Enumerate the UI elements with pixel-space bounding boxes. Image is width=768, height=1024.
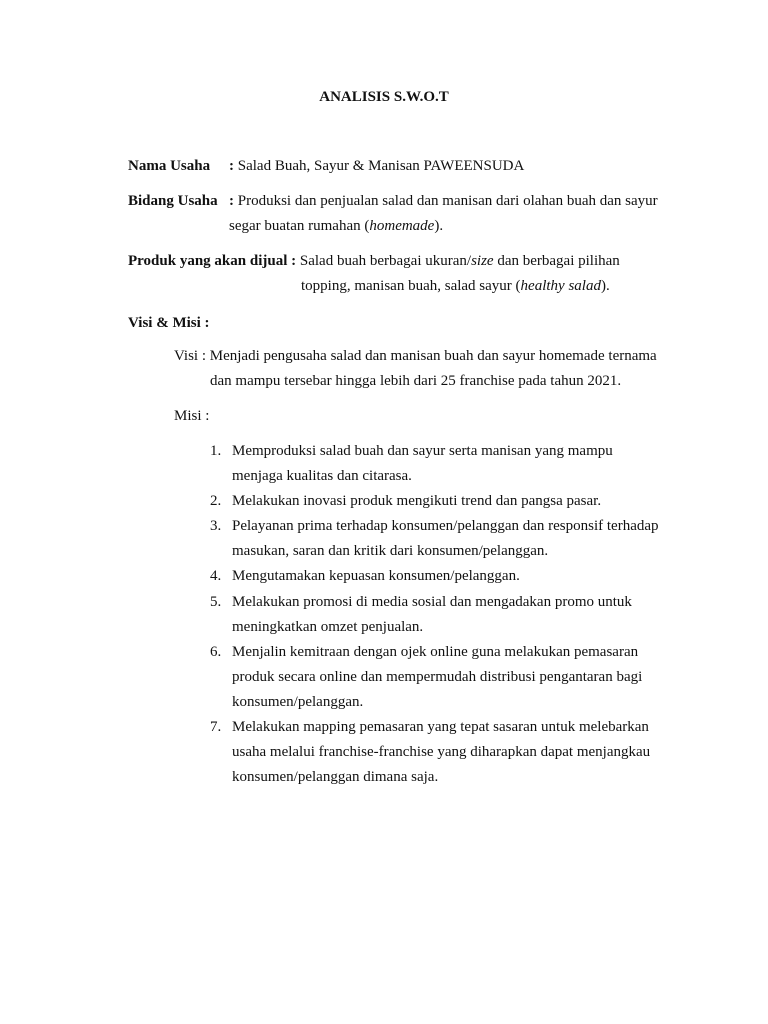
visi-line1: Visi : Menjadi pengusaha salad dan manisan buah dan sayur homemade ternama [174,348,657,364]
visi-line2: dan mampu tersebar hingga lebih dari 25 franchise pada tahun 2021. [210,373,622,389]
misi-item-6: 6. Menjalin kemitraan dengan ojek online guna melakukan pemasaran [210,644,639,660]
bidang-usaha-line1: : Produksi dan penjualan salad dan manisan dari olahan buah dan sayur [229,193,658,209]
misi-item-7: 7. Melakukan mapping pemasaran yang tepat sasaran untuk melebarkan [210,719,649,735]
document-title: ANALISIS S.W.O.T [319,89,449,105]
produk-label: Produk yang akan dijual : [128,253,297,269]
nama-usaha-value: Salad Buah, Sayur & Manisan PAWEENSUDA [237,158,525,174]
misi-item-4: 4. Mengutamakan kepuasan konsumen/pelanggan. [210,568,520,584]
misi-item-7-cont2: konsumen/pelanggan dimana saja. [232,769,439,785]
nama-usaha-row: : Salad Buah, Sayur & Manisan PAWEENSUDA [229,158,525,174]
produk-line2: topping, manisan buah, salad sayur (healthy salad). [301,278,610,294]
misi-label: Misi : [174,408,210,424]
visi-misi-heading: Visi & Misi : [128,315,210,331]
misi-item-3-cont: masukan, saran dan kritik dari konsumen/pelanggan. [232,543,549,559]
misi-item-2: 2. Melakukan inovasi produk mengikuti trend dan pangsa pasar. [210,493,602,509]
misi-item-5-cont: meningkatkan omzet penjualan. [232,619,424,635]
bidang-usaha-label: Bidang Usaha [128,193,218,209]
misi-item-6-cont2: konsumen/pelanggan. [232,694,364,710]
misi-item-1-cont: menjaga kualitas dan citarasa. [232,468,412,484]
nama-usaha-label: Nama Usaha [128,158,211,174]
bidang-usaha-line2: segar buatan rumahan (homemade). [229,218,444,234]
misi-item-3: 3. Pelayanan prima terhadap konsumen/pelanggan dan responsif terhadap [210,518,659,534]
produk-line1: Produk yang akan dijual : Salad buah berbagai ukuran/size dan berbagai pilihan [128,253,620,269]
misi-item-1: 1. Memproduksi salad buah dan sayur serta manisan yang mampu [210,443,613,459]
misi-item-6-cont: produk secara online dan mempermudah distribusi pengantaran bagi [232,669,643,685]
misi-item-5: 5. Melakukan promosi di media sosial dan mengadakan promo untuk [210,594,632,610]
misi-item-7-cont: usaha melalui franchise-franchise yang diharapkan dapat menjangkau [232,744,651,760]
